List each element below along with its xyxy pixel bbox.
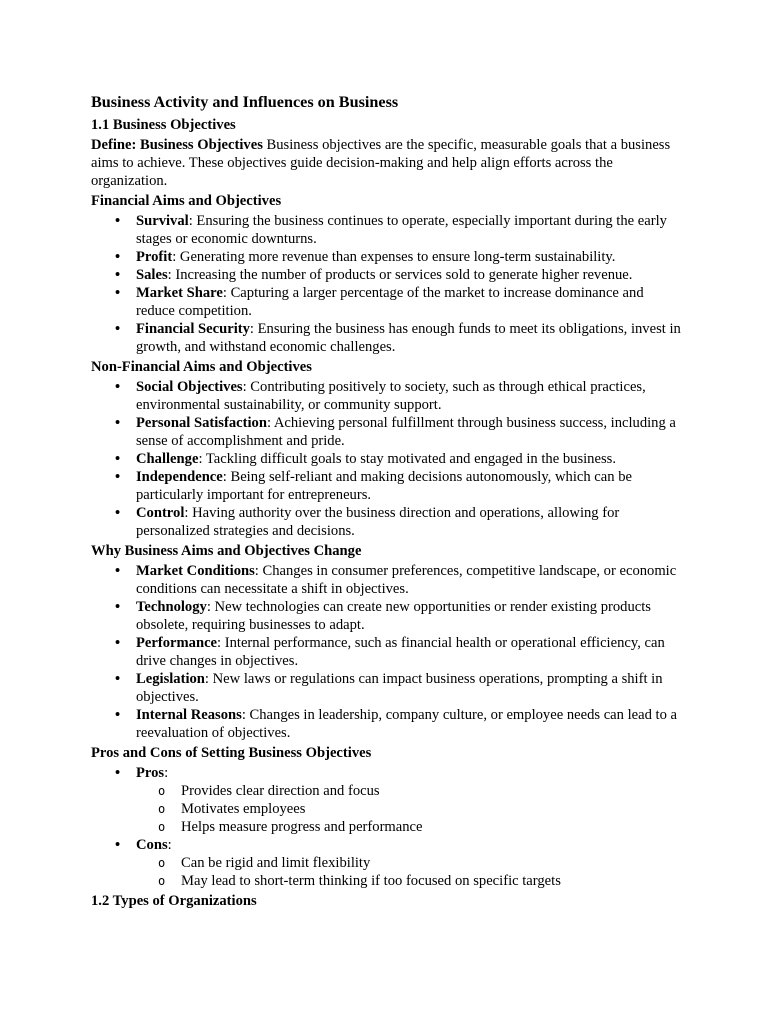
list-item-term: Sales bbox=[136, 267, 168, 283]
pros-item bbox=[91, 764, 681, 836]
list-item-term: Technology bbox=[136, 599, 207, 615]
list-item bbox=[91, 248, 681, 266]
list-item bbox=[91, 468, 681, 504]
list-item-term: Financial Security bbox=[136, 321, 250, 337]
list-item-term: Market Conditions bbox=[136, 563, 255, 579]
list-item-text: : Increasing the number of products or services sold to generate higher revenue. bbox=[167, 267, 633, 283]
list-item-text: : Achieving personal fulfillment through business success, including a sense of accomplishment and pride. bbox=[136, 415, 676, 449]
pros-label: Pros bbox=[136, 765, 165, 781]
list-item-text: : New technologies can create new opportunities or render existing products obsolete, requiring businesses to adapt. bbox=[136, 599, 651, 633]
list-item-term: Market Share bbox=[136, 285, 223, 301]
non-financial-aims-list bbox=[91, 378, 681, 540]
list-item-term: Legislation bbox=[136, 671, 205, 687]
sub-list-item: o Motivates employees bbox=[136, 800, 681, 818]
list-item bbox=[91, 320, 681, 356]
list-item-text: : Capturing a larger percentage of the market to increase dominance and reduce competition. bbox=[136, 285, 644, 319]
subheading-non-financial-aims: Non-Financial Aims and Objectives bbox=[91, 359, 312, 375]
list-item bbox=[91, 562, 681, 598]
subheading-pros-and-cons: Pros and Cons of Setting Business Objectives bbox=[91, 745, 372, 761]
list-item-text: : Changes in leadership, company culture, or employee needs can lead to a reevaluation of objectives. bbox=[136, 707, 678, 741]
sub-list-item: o May lead to short-term thinking if too focused on specific targets bbox=[136, 872, 681, 890]
definition-paragraph bbox=[91, 136, 681, 190]
list-item bbox=[91, 598, 681, 634]
list-item-term: Challenge bbox=[136, 451, 199, 467]
list-item-term: Performance bbox=[136, 635, 218, 651]
list-item-text: : Ensuring the business has enough funds to meet its obligations, invest in growth, and withstand economic challenges. bbox=[136, 321, 681, 355]
list-item-term: Independence bbox=[136, 469, 223, 485]
list-item-text: : Tackling difficult goals to stay motivated and engaged in the business. bbox=[198, 451, 616, 467]
sub-list-item: o Helps measure progress and performance bbox=[136, 818, 681, 836]
list-item-text: : New laws or regulations can impact business operations, prompting a shift in objectives. bbox=[136, 671, 663, 705]
cons-item bbox=[91, 836, 681, 890]
list-item bbox=[91, 450, 681, 468]
list-item-text: : Contributing positively to society, such as through ethical practices, environmental sustainability, or community support. bbox=[136, 379, 646, 413]
list-item-term: Social Objectives bbox=[136, 379, 243, 395]
list-item-term: Personal Satisfaction bbox=[136, 415, 267, 431]
section-heading-types-of-organizations: 1.2 Types of Organizations bbox=[91, 893, 257, 909]
list-item bbox=[91, 634, 681, 670]
subheading-why-objectives-change: Why Business Aims and Objectives Change bbox=[91, 543, 362, 559]
list-item-text: : Ensuring the business continues to operate, especially important during the early stages or economic downturns. bbox=[136, 213, 667, 247]
definition-text: Business objectives are the specific, measurable goals that a business aims to achieve. These objectives guide decision-making and help align efforts across the organization. bbox=[91, 137, 671, 189]
list-item-text: : Internal performance, such as financial health or operational efficiency, can drive changes in objectives. bbox=[136, 635, 665, 669]
subheading-financial-aims: Financial Aims and Objectives bbox=[91, 193, 282, 209]
sub-list-item: o Can be rigid and limit flexibility bbox=[136, 854, 681, 872]
document-title: Business Activity and Influences on Business bbox=[91, 93, 399, 111]
list-item-term: Internal Reasons bbox=[136, 707, 242, 723]
list-item-text: : Changes in consumer preferences, competitive landscape, or economic conditions can necessitate a shift in objectives. bbox=[136, 563, 677, 597]
list-item-term: Control bbox=[136, 505, 185, 521]
pros-sublist bbox=[136, 782, 681, 836]
list-item bbox=[91, 212, 681, 248]
list-item bbox=[91, 284, 681, 320]
colon: : bbox=[164, 765, 169, 781]
list-item bbox=[91, 414, 681, 450]
objectives-change-list bbox=[91, 562, 681, 742]
pros-cons-list bbox=[91, 764, 681, 890]
cons-label: Cons bbox=[136, 837, 168, 853]
list-item-text: : Being self-reliant and making decisions autonomously, which can be particularly important for entrepreneurs. bbox=[136, 469, 632, 503]
document-page bbox=[91, 92, 681, 912]
colon: : bbox=[167, 837, 172, 853]
list-item-term: Survival bbox=[136, 213, 189, 229]
list-item-term: Profit bbox=[136, 249, 173, 265]
sub-list-item: o Provides clear direction and focus bbox=[136, 782, 681, 800]
section-heading-business-objectives: 1.1 Business Objectives bbox=[91, 117, 236, 133]
list-item bbox=[91, 504, 681, 540]
list-item-text: : Generating more revenue than expenses to ensure long-term sustainability. bbox=[172, 249, 616, 265]
list-item bbox=[91, 378, 681, 414]
definition-label: Define: Business Objectives bbox=[91, 137, 263, 153]
financial-aims-list bbox=[91, 212, 681, 356]
list-item bbox=[91, 670, 681, 706]
list-item bbox=[91, 266, 681, 284]
list-item bbox=[91, 706, 681, 742]
list-item-text: : Having authority over the business direction and operations, allowing for personalized strategies and decisions. bbox=[136, 505, 620, 539]
cons-sublist bbox=[136, 854, 681, 890]
